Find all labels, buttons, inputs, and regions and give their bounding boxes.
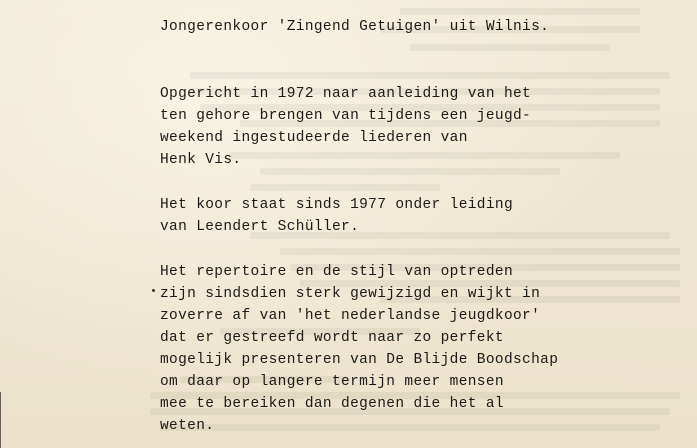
text-line: om daar op langere termijn meer mensen [160,374,504,390]
page-edge-line [0,392,1,448]
text-line: zijn sindsdien sterk gewijzigd en wijkt in [160,286,541,302]
text-line: Het koor staat sinds 1977 onder leiding [160,197,514,213]
document-title: Jongerenkoor 'Zingend Getuigen' uit Wilnis. [160,19,550,35]
text-line: mee te bereiken dan degenen die het al [160,396,504,412]
text-line: Henk Vis. [160,152,242,168]
ink-dot [152,289,155,292]
text-line: weekend ingestudeerde liederen van [160,130,468,146]
text-line: dat er gestreefd wordt naar zo perfekt [160,330,504,346]
text-line: Opgericht in 1972 naar aanleiding van het [160,86,532,102]
text-line: van Leendert Schüller. [160,219,360,235]
text-line: ten gehore brengen van tijdens een jeugd- [160,108,532,124]
text-line: Het repertoire en de stijl van optreden [160,264,514,280]
text-line: mogelijk presenteren van De Blijde Boodschap [160,352,559,368]
text-line: weten. [160,418,215,434]
text-line: zoverre af van 'het nederlandse jeugdkoor' [160,308,541,324]
